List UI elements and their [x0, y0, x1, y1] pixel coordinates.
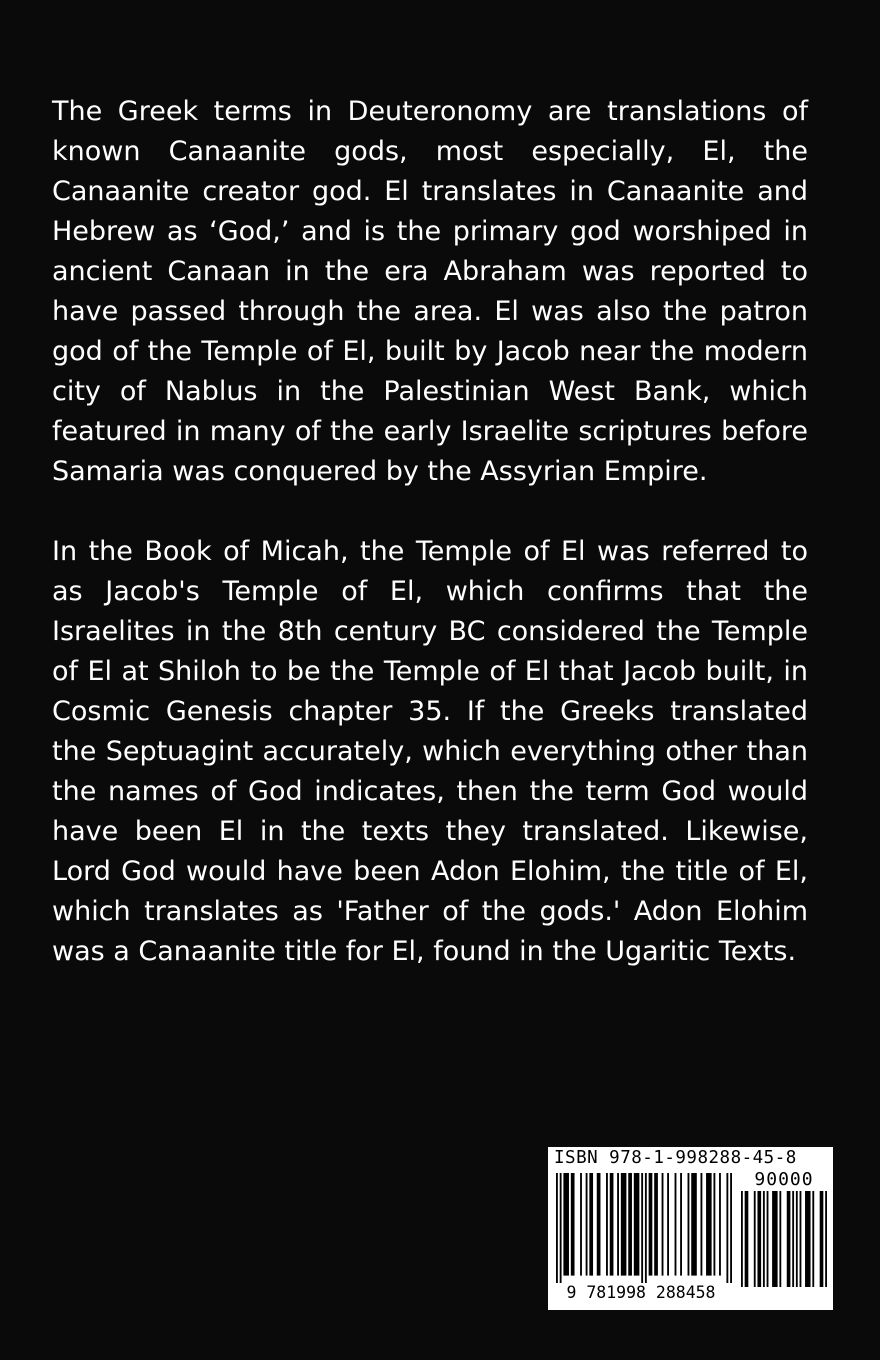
- ean13-digits: 9 781998 288458: [548, 1283, 734, 1302]
- barcode-bar: [713, 1173, 715, 1276]
- barcode-bar: [610, 1173, 614, 1276]
- barcode-bar: [597, 1173, 601, 1276]
- barcode-bar: [688, 1173, 690, 1276]
- addon-bar: [800, 1191, 802, 1287]
- barcode-bar: [662, 1173, 664, 1276]
- barcode-bar: [628, 1173, 632, 1276]
- barcode-bar: [726, 1173, 728, 1287]
- price-addon-bars: [741, 1191, 827, 1287]
- addon-bar: [779, 1191, 781, 1287]
- addon-bar: [820, 1191, 824, 1287]
- price-addon-digits: 90000: [754, 1169, 814, 1190]
- barcode-bar: [563, 1173, 569, 1276]
- isbn-barcode: [548, 1147, 833, 1310]
- barcode-bar: [560, 1173, 562, 1287]
- barcode-bar: [649, 1173, 653, 1276]
- paragraph-1: The Greek terms in Deuteronomy are translations of known Canaanite gods, most especially, El, the Canaanite creator god. El translates in Canaanite and Hebrew as ‘God,’ and is the primary god worshiped in ancient Canaan in the era Abraham was reported to have passed through the area. El was also the patron god of the Temple of El, built by Jacob near the modern city of Nablus in the Palestinian West Bank, which featured in many of the early Israelite scriptures before Samaria was conquered by the Assyrian Empire.: [52, 96, 808, 487]
- barcode-bar: [730, 1173, 732, 1287]
- barcode-bar: [621, 1173, 627, 1276]
- isbn-label: ISBN 978-1-998288-45-8: [554, 1148, 797, 1168]
- barcode-bar: [617, 1173, 619, 1276]
- barcode-bar: [580, 1173, 582, 1276]
- addon-bar: [757, 1191, 761, 1287]
- barcode-bar: [691, 1173, 697, 1276]
- barcode-bar: [680, 1173, 682, 1276]
- barcode-bar: [606, 1173, 608, 1276]
- ean13-bars: [556, 1173, 732, 1287]
- addon-bar: [745, 1191, 749, 1287]
- addon-bar: [825, 1191, 827, 1287]
- barcode-bar: [589, 1173, 593, 1276]
- barcode-bar: [701, 1173, 703, 1276]
- addon-bar: [812, 1191, 814, 1287]
- barcode-bar: [556, 1173, 558, 1287]
- barcode-bar: [645, 1173, 647, 1287]
- barcode-bar: [641, 1173, 643, 1287]
- addon-bar: [796, 1191, 798, 1287]
- barcode-bar: [706, 1173, 712, 1276]
- barcode-bar: [634, 1173, 640, 1276]
- addon-bar: [754, 1191, 756, 1287]
- barcode-bar: [586, 1173, 588, 1276]
- addon-bar: [787, 1191, 791, 1287]
- barcode-bar: [675, 1173, 677, 1276]
- addon-bar: [772, 1191, 777, 1287]
- back-cover-text: [52, 92, 808, 1012]
- barcode-bar: [654, 1173, 658, 1276]
- addon-bar: [792, 1191, 794, 1287]
- addon-bar: [805, 1191, 810, 1287]
- barcode-bar: [719, 1173, 721, 1276]
- paragraph-2: In the Book of Micah, the Temple of El was referred to as Jacob's Temple of El, which confirms that the Israelites in the 8th century BC considered the Temple of El at Shiloh to be the Temple of El that Jacob built, in Cosmic Genesis chapter 35. If the Greeks translated the Septuagint accurately, which everything other than the names of God indicates, then the term God would have been El in the texts they translated. Likewise, Lord God would have been Adon Elohim, the title of El, which translates as 'Father of the gods.' Adon Elohim was a Canaanite title for El, found in the Ugaritic Texts.: [52, 536, 808, 967]
- barcode-bar: [571, 1173, 575, 1276]
- addon-bar: [741, 1191, 743, 1287]
- barcode-bar: [667, 1173, 669, 1276]
- addon-bar: [767, 1191, 769, 1287]
- addon-bar: [763, 1191, 765, 1287]
